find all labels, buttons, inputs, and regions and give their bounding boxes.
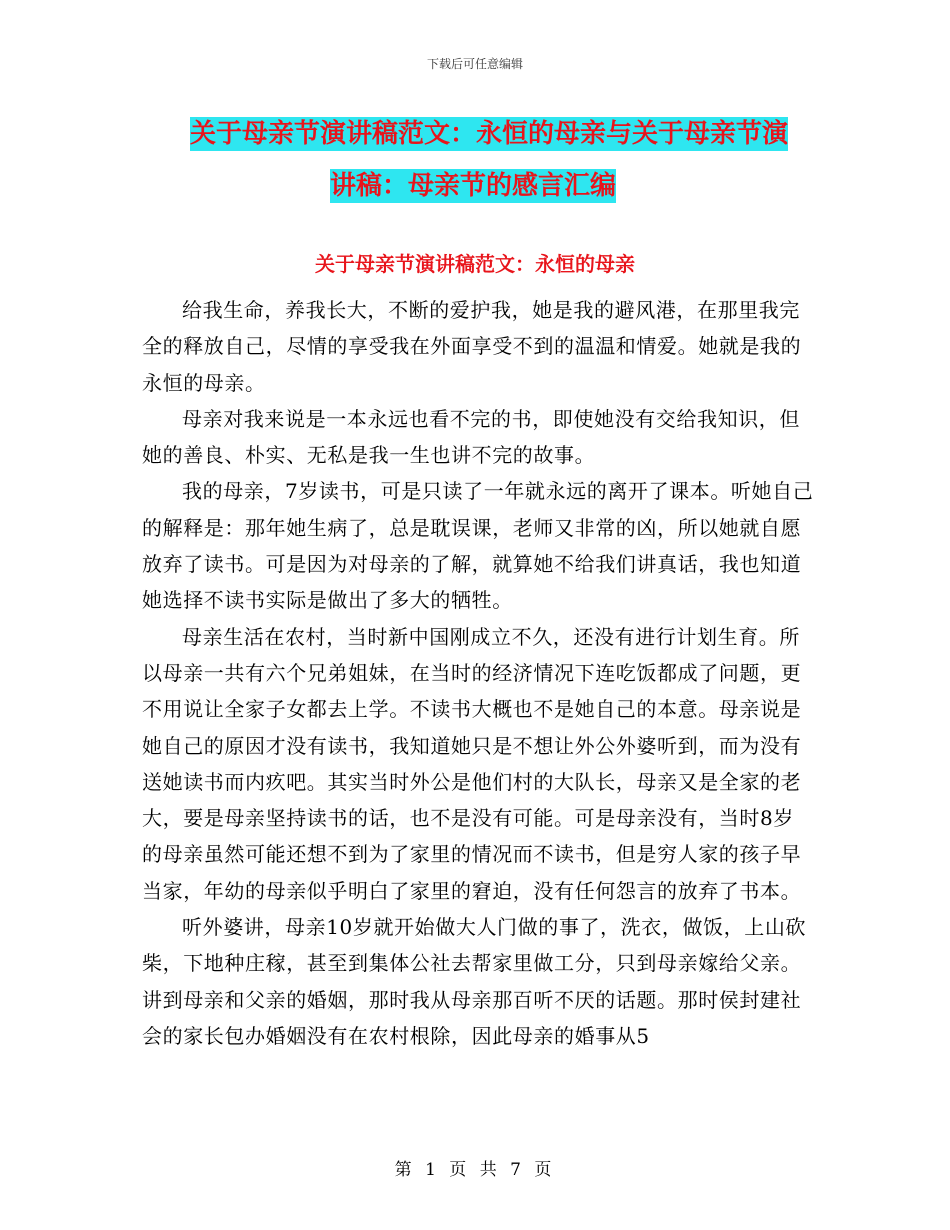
page-number: 第 1 页 共 7 页	[394, 1160, 556, 1180]
paragraph: 我的母亲，7岁读书，可是只读了一年就永远的离开了课本。听她自己的解释是：那年她生病了，总是耽误课，老师又非常的凶，所以她就自愿放弃了读书。可是因为对母亲的了解，就算她不给我们讲真话，我也知道她选择不读书实际是做出了多大的牺牲。	[142, 479, 814, 613]
paragraph: 听外婆讲，母亲10岁就开始做大人门做的事了，洗衣，做饭，上山砍柴，下地种庄稼，甚至到集体公社去帮家里做工分，只到母亲嫁给父亲。讲到母亲和父亲的婚姻，那时我从母亲那百听不厌的话题。那时侯封建社会的家长包办婚姻没有在农村根除，因此母亲的婚事从5	[142, 915, 807, 1048]
body-text	[142, 292, 814, 1054]
section-heading: 关于母亲节演讲稿范文：永恒的母亲	[315, 252, 635, 276]
document-title	[190, 108, 830, 212]
title-line-1-text: 关于母亲节演讲稿范文：永恒的母亲与关于母亲节演	[190, 119, 789, 149]
paragraph: 母亲生活在农村，当时新中国刚成立不久，还没有进行计划生育。所以母亲一共有六个兄弟姐妹，在当时的经济情况下连吃饭都成了问题，更不用说让全家子女都去上学。不读书大概也不是她自己的本意。母亲说是她自己的原因才没有读书，我知道她只是不想让外公外婆听到，而为没有送她读书而内疚吧。其实当时外公是他们村的大队长，母亲又是全家的老大，要是母亲坚持读书的话，也不是没有可能。可是母亲没有，当时8岁的母亲虽然可能还想不到为了家里的情况而不读书，但是穷人家的孩子早当家，年幼的母亲似乎明白了家里的窘迫，没有任何怨言的放弃了书本。	[142, 624, 802, 903]
title-line-2-text: 讲稿：母亲节的感言汇编	[330, 171, 617, 201]
header-note: 下载后可任意编辑	[426, 57, 523, 71]
title-line-1	[190, 108, 830, 160]
paragraph: 母亲对我来说是一本永远也看不完的书，即使她没有交给我知识，但她的善良、朴实、无私是我一生也讲不完的故事。	[142, 406, 800, 468]
title-line-2	[190, 160, 830, 212]
paragraph: 给我生命，养我长大，不断的爱护我，她是我的避风港，在那里我完全的释放自己，尽情的享受我在外面享受不到的温温和情爱。她就是我的永恒的母亲。	[142, 298, 802, 395]
